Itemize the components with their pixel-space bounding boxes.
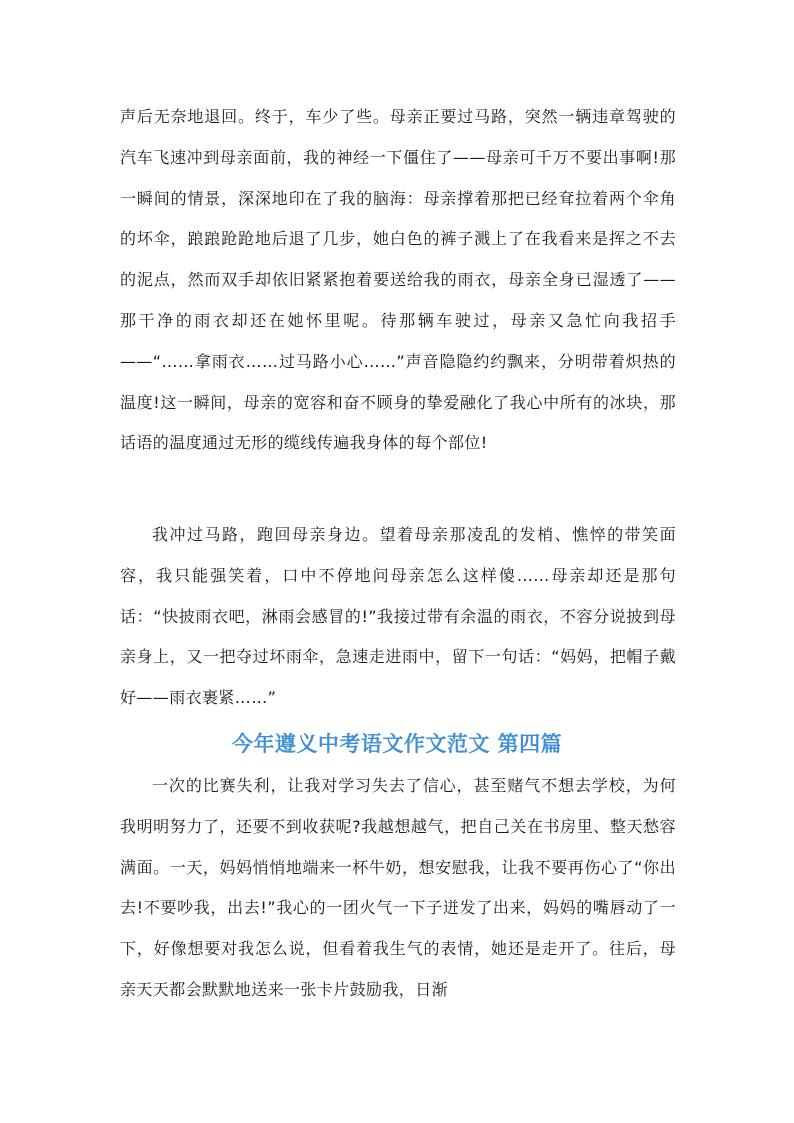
paragraph-competition-failure: 一次的比赛失利，让我对学习失去了信心，甚至赌气不想去学校，为何我明明努力了，还要不到收获呢?我越想越气，把自己关在书房里、整天愁容满面。一天，妈妈悄悄地端来一杯牛奶，想安慰我，让我不要再伤心了“你出去!不要吵我，出去!”我心的一团火气一下子迸发了出来，妈妈的嘴唇动了一下，好像想要对我怎么说，但看着我生气的表情，她还是走开了。往后，母亲天天都会默默地送来一张卡片鼓励我，日渐 — [120, 776, 676, 999]
section-heading: 今年遵义中考语文作文范文 第四篇 — [231, 732, 563, 756]
paragraph-mother-in-rain: 我冲过马路，跑回母亲身边。望着母亲那凌乱的发梢、憔悴的带笑面容，我只能强笑着，口中不停地问母亲怎么这样傻……母亲却还是那句话：“快披雨衣吧，淋雨会感冒的!”我接过带有余温的雨衣，不容分说披到母亲身上，又一把夺过坏雨伞，急速走进雨中，留下一句话：“妈妈，把帽子戴好——雨衣裹紧……” — [120, 525, 676, 708]
paragraph-continued: 声后无奈地退回。终于，车少了些。母亲正要过马路，突然一辆违章驾驶的汽车飞速冲到母亲面前，我的神经一下僵住了——母亲可千万不要出事啊!那一瞬间的情景，深深地印在了我的脑海：母亲撑着那把已经耷拉着两个伞角的坏伞，踉踉跄跄地后退了几步，她白色的裤子溅上了在我看来是挥之不去的泥点，然而双手却依旧紧紧抱着要送给我的雨衣，母亲全身已湿透了——那干净的雨衣却还在她怀里呢。待那辆车驶过，母亲又急忙向我招手——“……拿雨衣……过马路小心……”声音隐隐约约飘来，分明带着炽热的温度!这一瞬间，母亲的宽容和奋不顾身的挚爱融化了我心中所有的冰块，那话语的温度通过无形的缆线传遍我身体的每个部位! — [120, 107, 676, 453]
